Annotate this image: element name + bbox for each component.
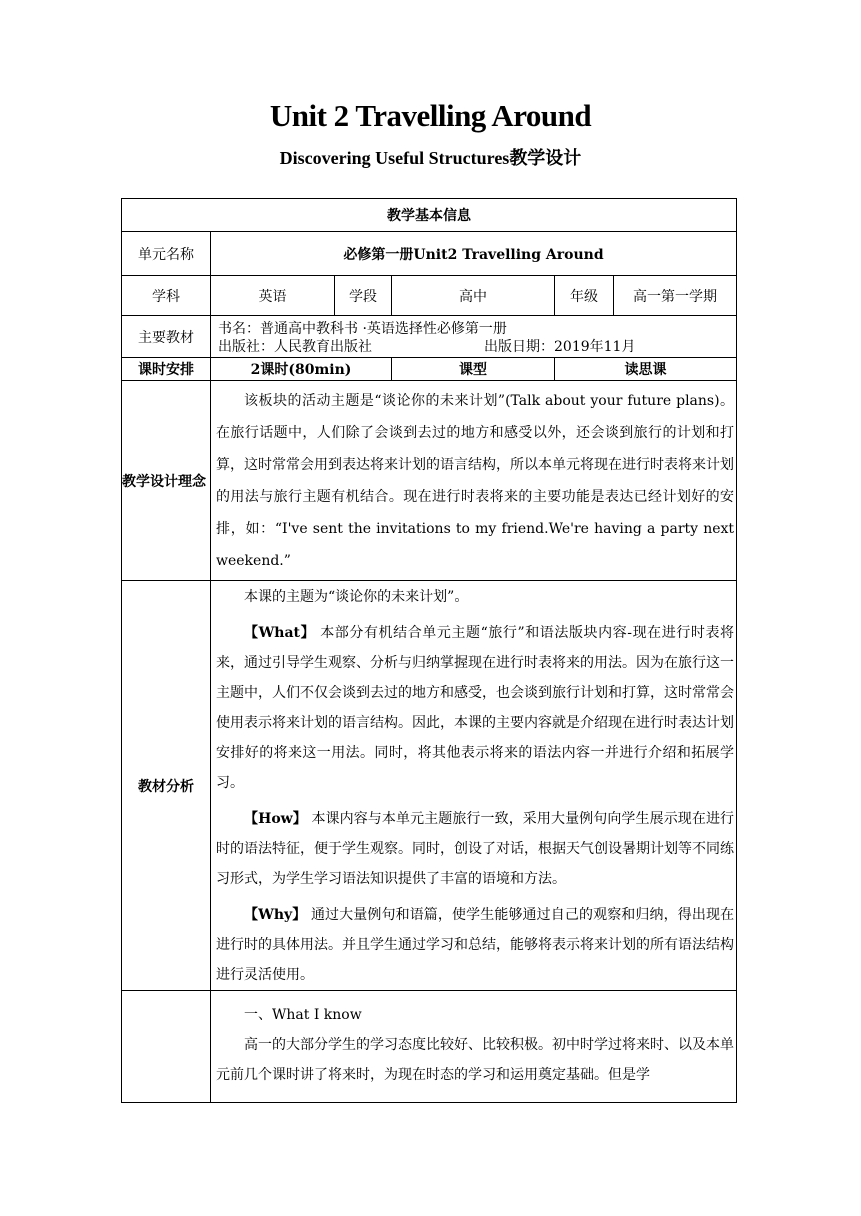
- textbook-publisher: 出版社：人民教育出版社: [218, 338, 372, 355]
- analysis-why: [211, 900, 736, 990]
- textbook-row: [122, 316, 737, 358]
- subject-label: 学科: [122, 276, 211, 316]
- unit-row: [122, 232, 737, 276]
- textbook-label: 主要教材: [122, 316, 211, 358]
- header-row: [122, 199, 737, 232]
- textbook-title: 书名：普通高中教科书 ·英语选择性必修第一册: [218, 320, 507, 337]
- why-tag: 【Why】: [244, 907, 307, 923]
- grade-label: 年级: [555, 276, 614, 316]
- unit-label: 单元名称: [122, 232, 211, 276]
- schedule-label: 课时安排: [122, 358, 211, 381]
- learner-text: 高一的大部分学生的学习态度比较好、比较积极。初中时学过将来时、以及本单元前几个课时讲了将来时，为现在时态的学习和运用奠定基础。但是学: [216, 1037, 735, 1083]
- document-title: Unit 2 Travelling Around: [269, 98, 592, 133]
- table-header: 教学基本信息: [122, 199, 737, 232]
- learner-heading: 一、What I know: [244, 1007, 362, 1023]
- analysis-intro: 本课的主题为“谈论你的未来计划”。: [244, 589, 469, 605]
- analysis-what: [211, 618, 736, 798]
- grade-value: 高一第一学期: [614, 276, 737, 316]
- textbook-date: 出版日期：2019年11月: [484, 338, 636, 355]
- design-label: 教学设计理念: [122, 381, 211, 581]
- schedule-value: 2课时(80min): [211, 358, 392, 381]
- analysis-row: [122, 581, 737, 991]
- type-value: 读思课: [555, 358, 737, 381]
- stage-value: 高中: [392, 276, 555, 316]
- textbook-info: [211, 316, 737, 358]
- document-subtitle: Discovering Useful Structures教学设计: [279, 148, 582, 168]
- learner-row: [122, 991, 737, 1103]
- stage-label: 学段: [335, 276, 392, 316]
- what-tag: 【What】: [244, 625, 316, 641]
- type-label: 课型: [392, 358, 555, 381]
- analysis-how: [211, 804, 736, 894]
- subject-row: [122, 276, 737, 316]
- what-text: 本部分有机结合单元主题“旅行”和语法版块内容-现在进行时表将来，通过引导学生观察、分析与归纳掌握现在进行时表将来的用法。因为在旅行这一主题中，人们不仅会谈到去过的地方和感受，也会谈到旅行计划和打算，这时常常会使用表示将来计划的语言结构。因此，本课的主要内容就是介绍现在进行时表达计划安排好的将来这一用法。同时，将其他表示将来的语法内容一并进行介绍和拓展学习。: [216, 625, 735, 791]
- why-text: 通过大量例句和语篇，使学生能够通过自己的观察和归纳，得出现在进行时的具体用法。并且学生通过学习和总结，能够将表示将来计划的所有语法结构进行灵活使用。: [216, 907, 735, 983]
- learner-label: [122, 991, 211, 1103]
- subject-value: 英语: [211, 276, 335, 316]
- design-text: 该板块的活动主题是“谈论你的未来计划”(Talk about your future plans)。在旅行话题中，人们除了会谈到去过的地方和感受以外，还会谈到旅行的计划和打算，这时常常会用到表达将来计划的语言结构，所以本单元将现在进行时表将来计划的用法与旅行主题有机结合。现在进行时表将来的主要功能是表达已经计划好的安排，如：“I've sent the invitations to my friend.We're having a party next weekend.”: [216, 393, 735, 569]
- how-tag: 【How】: [244, 811, 307, 827]
- design-row: [122, 381, 737, 581]
- analysis-label: 教材分析: [122, 581, 211, 991]
- unit-value: 必修第一册Unit2 Travelling Around: [211, 232, 737, 276]
- lesson-info-table: [121, 198, 737, 1103]
- how-text: 本课内容与本单元主题旅行一致，采用大量例句向学生展示现在进行时的语法特征，便于学生观察。同时，创设了对话，根据天气创设暑期计划等不同练习形式，为学生学习语法知识提供了丰富的语境和方法。: [216, 811, 735, 887]
- schedule-row: [122, 358, 737, 381]
